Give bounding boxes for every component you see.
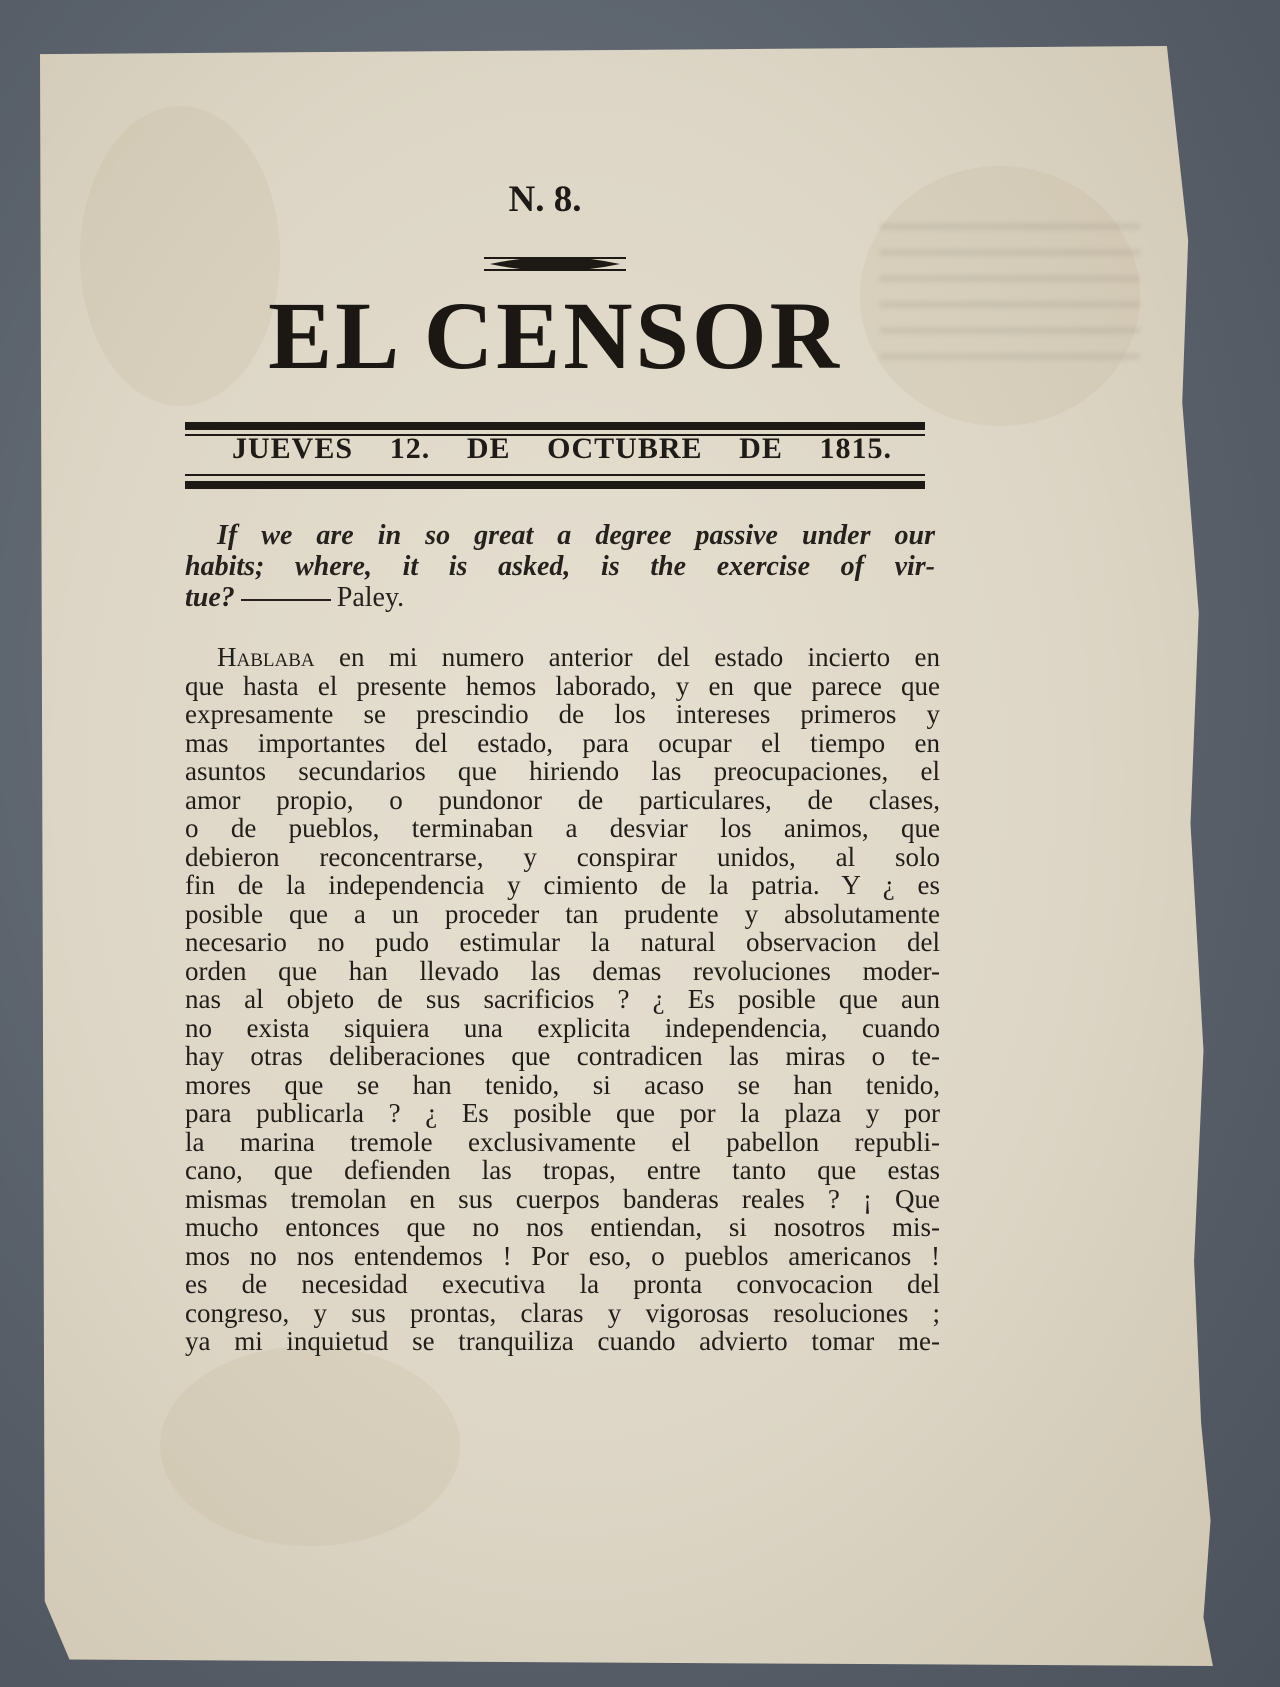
article-line: que hasta el presente hemos laborado, y en que parece que [185, 670, 940, 701]
thin-rule-bottom [185, 474, 925, 476]
em-dash-rule [241, 599, 331, 601]
opening-word: Hablaba [217, 642, 315, 672]
double-rule-bottom [185, 481, 925, 489]
article-line: asuntos secundarios que hiriendo las preocupaciones, el [185, 756, 940, 786]
article-line: fin de la independencia y cimiento de la patria. Y ¿ es [185, 870, 940, 900]
double-rule-top [185, 422, 925, 430]
epigraph-line-end: tue? [185, 582, 235, 613]
article-line: ya mi inquietud se tranquiliza cuando advierto tomar me- [185, 1326, 940, 1356]
date-year: 1815. [819, 432, 892, 465]
article-line: cano, que defienden las tropas, entre tanto que estas [185, 1155, 940, 1185]
article-line: la marina tremole exclusivamente el pabellon republi- [185, 1126, 940, 1157]
epigraph-last-line [185, 582, 935, 613]
article-line: amor propio, o pundonor de particulares, de clases, [185, 784, 940, 815]
date-month: OCTUBRE [547, 432, 703, 465]
article-line: o de pueblos, terminaban a desviar los animos, que [185, 813, 940, 843]
article-line: nas al objeto de sus sacrificios ? ¿ Es posible que aun [185, 984, 940, 1014]
issue-number: N. 8. [508, 179, 582, 220]
newspaper-title: EL CENSOR [268, 282, 842, 389]
date-de: DE [739, 432, 783, 465]
article-line: mos no nos entendemos ! Por eso, o pueblos americanos ! [185, 1240, 940, 1271]
article-line: mas importantes del estado, para ocupar el tiempo en [185, 727, 940, 758]
article-line: posible que a un proceder tan prudente y absolutamente [185, 898, 940, 929]
article-line: congreso, y sus prontas, claras y vigorosas resoluciones ; [185, 1297, 940, 1328]
article-line: no exista siquiera una explicita independencia, cuando [185, 1012, 940, 1043]
article-line: orden que han llevado las demas revoluciones moder- [185, 955, 940, 986]
article-line: debieron reconcentrarse, y conspirar unidos, al solo [185, 841, 940, 872]
dateline [232, 432, 892, 466]
epigraph [185, 520, 935, 613]
article-line: para publicarla ? ¿ Es posible que por la plaza y por [185, 1098, 940, 1128]
paper-stain [160, 1346, 460, 1546]
epigraph-line: If we are in so great a degree passive under our [217, 520, 935, 551]
epigraph-line: habits; where, it is asked, is the exercise of vir- [185, 551, 935, 582]
ornament-rule [480, 248, 630, 280]
article-first-line [185, 643, 940, 672]
article-line: hay otras deliberaciones que contradicen las miras o te- [185, 1041, 940, 1071]
bleed-through-text [880, 210, 1140, 360]
date-day: 12. [389, 432, 431, 465]
first-line-rest: en mi numero anterior del estado incierto en [339, 642, 941, 672]
article-line: necesario no pudo estimular la natural observacion del [185, 927, 940, 957]
article-line: mores que se han tenido, si acaso se han tenido, [185, 1069, 940, 1100]
article-line: mucho entonces que no nos entiendan, si nosotros mis- [185, 1212, 940, 1242]
article-line: mismas tremolan en sus cuerpos banderas reales ? ¡ Que [185, 1183, 940, 1214]
article-body [185, 643, 940, 1356]
date-de: DE [466, 432, 511, 465]
article-line: es de necesidad executiva la pronta convocacion del [185, 1269, 940, 1299]
epigraph-author: Paley. [336, 582, 405, 613]
date-weekday: JUEVES [232, 432, 354, 465]
article-line: expresamente se prescindio de los intereses primeros y [185, 699, 940, 729]
